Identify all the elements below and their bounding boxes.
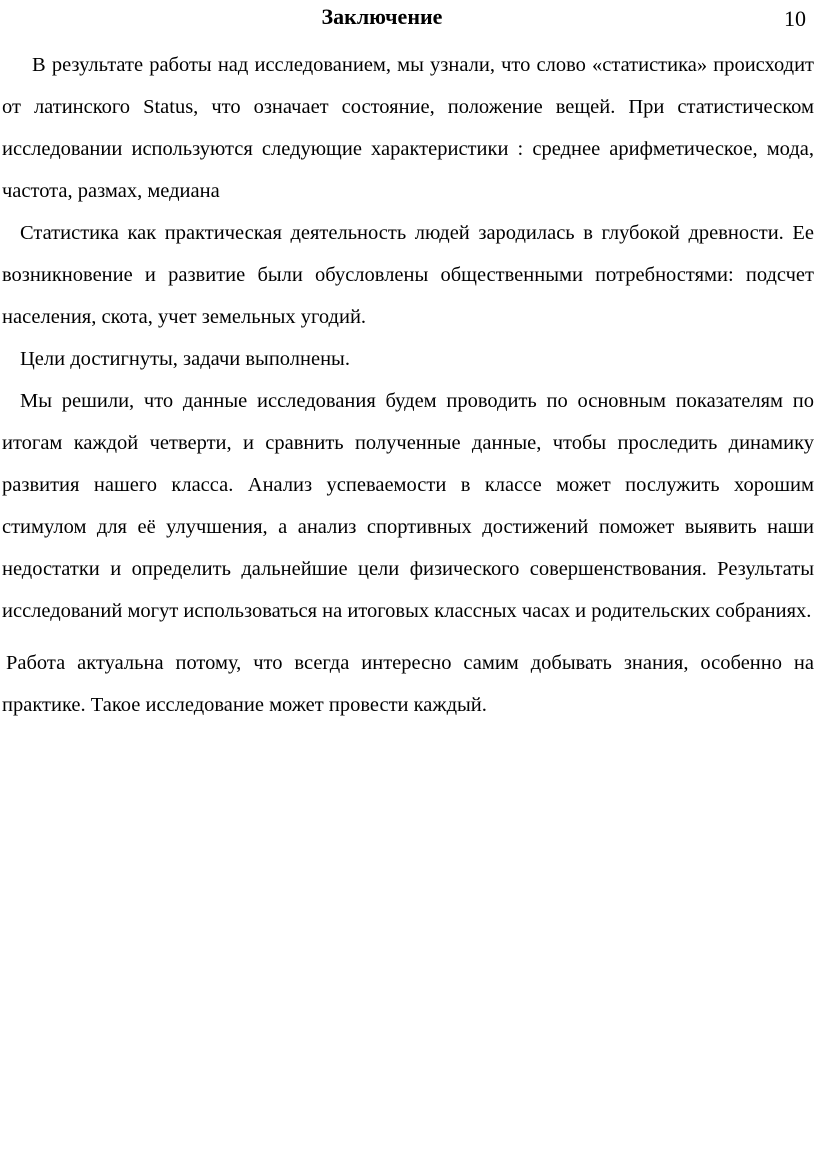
- page-number: 10: [784, 6, 806, 31]
- document-body: [2, 44, 814, 726]
- paragraph-2: Статистика как практическая деятельность людей зародилась в глубокой древности. Ее возникновение и развитие были обусловлены общественными потребностями: подсчет населения, скота, учет земельных угодий.: [2, 222, 814, 328]
- page-title: Заключение: [321, 4, 443, 29]
- paragraph-5: Работа актуальна потому, что всегда интересно самим добывать знания, особенно на практике. Такое исследование может провести каждый.: [2, 652, 814, 716]
- paragraph-4: Мы решили, что данные исследования будем проводить по основным показателям по итогам каждой четверти, и сравнить полученные данные, чтобы проследить динамику развития нашего класса. Анализ успеваемости в классе может послужить хорошим стимулом для её улучшения, а анализ спортивных достижений поможет выявить наши недостатки и определить дальнейшие цели физического совершенствования. Результаты исследований могут использоваться на итоговых классных часах и родительских собраниях.: [2, 390, 814, 622]
- paragraph-3: Цели достигнуты, задачи выполнены.: [20, 348, 350, 370]
- paragraph-1: В результате работы над исследованием, мы узнали, что слово «статистика» происходит от латинского Status, что означает состояние, положение вещей. При статистическом исследовании используются следующие характеристики : среднее арифметическое, мода, частота, размах, медиана: [2, 54, 814, 202]
